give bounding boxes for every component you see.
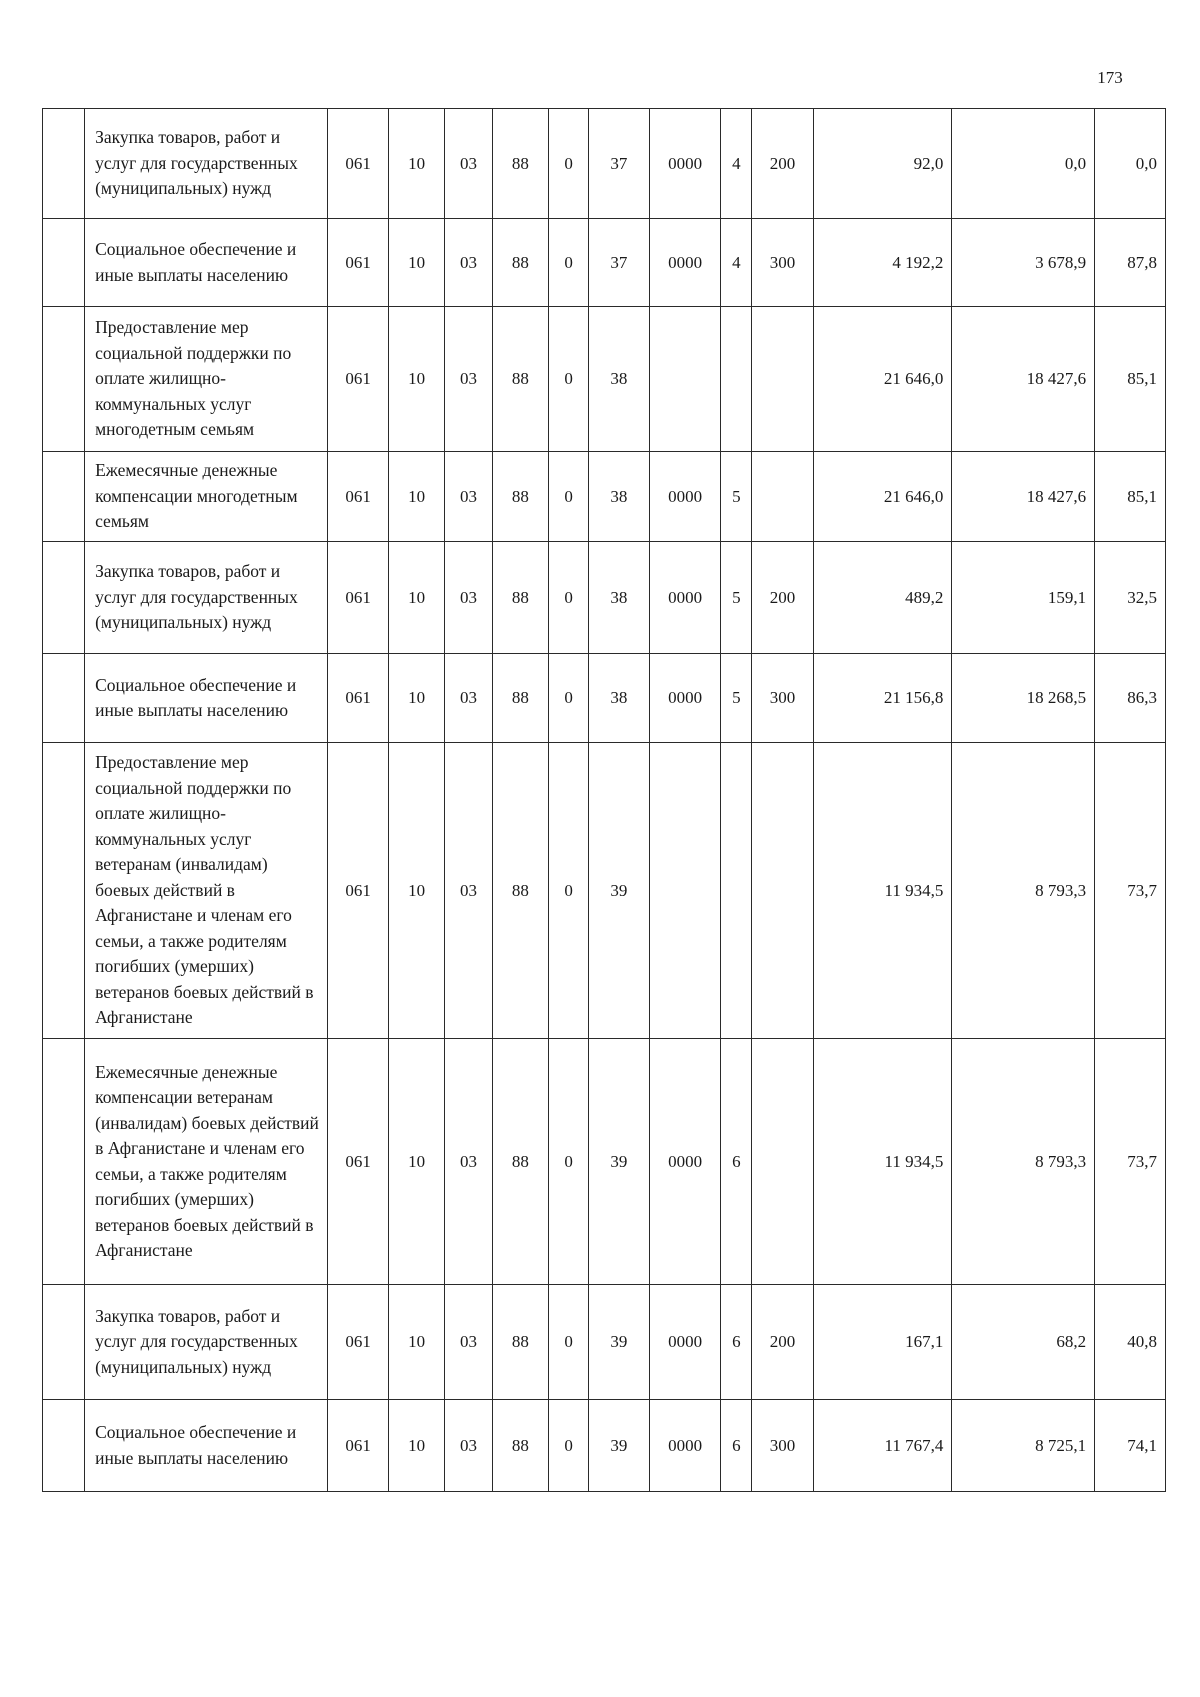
item-name: Социальное обеспечение и иные выплаты населению (85, 1400, 328, 1492)
item-name: Предоставление мер социальной поддержки по оплате жилищно-коммунальных услуг ветеранам (инвалидам) боевых действий в Афганистане и членам его семьи, а также родителям погибших (умерших) ветеранов боевых действий в Афганистане (85, 743, 328, 1039)
code-expense-type: 300 (752, 219, 814, 307)
code-activity: 38 (589, 654, 650, 743)
code-activity: 38 (589, 452, 650, 542)
code-subprogram: 0 (549, 542, 589, 654)
plan-amount: 21 646,0 (813, 307, 952, 452)
code-subprogram: 0 (549, 307, 589, 452)
code-subsection: 03 (445, 743, 492, 1039)
code-subsection: 03 (445, 1039, 492, 1285)
code-direction: 0000 (649, 654, 721, 743)
code-expense-type (752, 452, 814, 542)
execution-percent: 85,1 (1095, 307, 1166, 452)
code-direction (649, 743, 721, 1039)
code-expense-type (752, 307, 814, 452)
table-row (43, 1039, 1166, 1285)
plan-amount: 167,1 (813, 1285, 952, 1400)
code-admin: 061 (328, 654, 389, 743)
code-subsection: 03 (445, 219, 492, 307)
code-section: 10 (388, 452, 444, 542)
code-subsection: 03 (445, 1285, 492, 1400)
execution-percent: 32,5 (1095, 542, 1166, 654)
code-program: 88 (492, 219, 548, 307)
code-activity: 39 (589, 743, 650, 1039)
row-number-cell (43, 1400, 85, 1492)
item-name: Социальное обеспечение и иные выплаты населению (85, 219, 328, 307)
code-expense-type: 300 (752, 654, 814, 743)
code-index (721, 743, 752, 1039)
fact-amount: 68,2 (952, 1285, 1095, 1400)
row-number-cell (43, 1285, 85, 1400)
code-admin: 061 (328, 219, 389, 307)
code-subprogram: 0 (549, 452, 589, 542)
code-index: 5 (721, 452, 752, 542)
code-index: 5 (721, 654, 752, 743)
code-section: 10 (388, 307, 444, 452)
item-name: Социальное обеспечение и иные выплаты населению (85, 654, 328, 743)
item-name: Ежемесячные денежные компенсации многодетным семьям (85, 452, 328, 542)
code-direction (649, 307, 721, 452)
code-subprogram: 0 (549, 1039, 589, 1285)
code-expense-type: 300 (752, 1400, 814, 1492)
execution-percent: 0,0 (1095, 109, 1166, 219)
execution-percent: 40,8 (1095, 1285, 1166, 1400)
code-subprogram: 0 (549, 654, 589, 743)
code-direction: 0000 (649, 1285, 721, 1400)
code-direction: 0000 (649, 452, 721, 542)
plan-amount: 11 767,4 (813, 1400, 952, 1492)
plan-amount: 21 646,0 (813, 452, 952, 542)
code-admin: 061 (328, 542, 389, 654)
code-subprogram: 0 (549, 1285, 589, 1400)
code-activity: 37 (589, 109, 650, 219)
code-index (721, 307, 752, 452)
code-section: 10 (388, 654, 444, 743)
table-row (43, 219, 1166, 307)
code-index: 5 (721, 542, 752, 654)
code-subsection: 03 (445, 1400, 492, 1492)
code-index: 4 (721, 219, 752, 307)
table-row (43, 307, 1166, 452)
plan-amount: 489,2 (813, 542, 952, 654)
fact-amount: 8 793,3 (952, 1039, 1095, 1285)
code-subprogram: 0 (549, 109, 589, 219)
table-row (43, 1285, 1166, 1400)
code-program: 88 (492, 1285, 548, 1400)
code-program: 88 (492, 307, 548, 452)
budget-table (42, 108, 1166, 1492)
code-direction: 0000 (649, 542, 721, 654)
code-program: 88 (492, 743, 548, 1039)
code-admin: 061 (328, 307, 389, 452)
budget-table-body (43, 109, 1166, 1492)
plan-amount: 21 156,8 (813, 654, 952, 743)
row-number-cell (43, 219, 85, 307)
code-admin: 061 (328, 743, 389, 1039)
fact-amount: 8 793,3 (952, 743, 1095, 1039)
code-activity: 37 (589, 219, 650, 307)
code-program: 88 (492, 109, 548, 219)
code-direction: 0000 (649, 109, 721, 219)
code-admin: 061 (328, 1400, 389, 1492)
item-name: Предоставление мер социальной поддержки по оплате жилищно-коммунальных услуг многодетным семьям (85, 307, 328, 452)
execution-percent: 85,1 (1095, 452, 1166, 542)
page-number: 173 (1097, 68, 1123, 87)
code-section: 10 (388, 1285, 444, 1400)
row-number-cell (43, 654, 85, 743)
code-subprogram: 0 (549, 1400, 589, 1492)
code-section: 10 (388, 542, 444, 654)
item-name: Закупка товаров, работ и услуг для государственных (муниципальных) нужд (85, 1285, 328, 1400)
fact-amount: 159,1 (952, 542, 1095, 654)
row-number-cell (43, 452, 85, 542)
code-index: 6 (721, 1039, 752, 1285)
code-admin: 061 (328, 452, 389, 542)
execution-percent: 86,3 (1095, 654, 1166, 743)
execution-percent: 74,1 (1095, 1400, 1166, 1492)
row-number-cell (43, 1039, 85, 1285)
fact-amount: 3 678,9 (952, 219, 1095, 307)
table-row (43, 452, 1166, 542)
code-admin: 061 (328, 1039, 389, 1285)
code-subprogram: 0 (549, 219, 589, 307)
code-program: 88 (492, 1039, 548, 1285)
code-section: 10 (388, 1400, 444, 1492)
execution-percent: 73,7 (1095, 743, 1166, 1039)
fact-amount: 18 427,6 (952, 307, 1095, 452)
table-row (43, 743, 1166, 1039)
code-expense-type: 200 (752, 109, 814, 219)
code-direction: 0000 (649, 219, 721, 307)
execution-percent: 73,7 (1095, 1039, 1166, 1285)
code-activity: 39 (589, 1400, 650, 1492)
item-name: Закупка товаров, работ и услуг для государственных (муниципальных) нужд (85, 542, 328, 654)
table-row (43, 1400, 1166, 1492)
code-direction: 0000 (649, 1039, 721, 1285)
plan-amount: 4 192,2 (813, 219, 952, 307)
code-subsection: 03 (445, 654, 492, 743)
code-activity: 39 (589, 1285, 650, 1400)
item-name: Ежемесячные денежные компенсации ветеранам (инвалидам) боевых действий в Афганистане и членам его семьи, а также родителям погибших (умерших) ветеранов боевых действий в Афганистане (85, 1039, 328, 1285)
code-index: 4 (721, 109, 752, 219)
fact-amount: 18 268,5 (952, 654, 1095, 743)
code-activity: 39 (589, 1039, 650, 1285)
code-admin: 061 (328, 1285, 389, 1400)
code-subsection: 03 (445, 109, 492, 219)
code-subsection: 03 (445, 542, 492, 654)
row-number-cell (43, 743, 85, 1039)
code-subsection: 03 (445, 452, 492, 542)
row-number-cell (43, 109, 85, 219)
row-number-cell (43, 307, 85, 452)
code-section: 10 (388, 743, 444, 1039)
code-index: 6 (721, 1285, 752, 1400)
fact-amount: 18 427,6 (952, 452, 1095, 542)
code-section: 10 (388, 219, 444, 307)
plan-amount: 92,0 (813, 109, 952, 219)
code-program: 88 (492, 452, 548, 542)
code-section: 10 (388, 1039, 444, 1285)
code-subsection: 03 (445, 307, 492, 452)
code-program: 88 (492, 1400, 548, 1492)
code-program: 88 (492, 542, 548, 654)
execution-percent: 87,8 (1095, 219, 1166, 307)
code-direction: 0000 (649, 1400, 721, 1492)
plan-amount: 11 934,5 (813, 743, 952, 1039)
table-row (43, 654, 1166, 743)
code-admin: 061 (328, 109, 389, 219)
fact-amount: 0,0 (952, 109, 1095, 219)
code-expense-type (752, 743, 814, 1039)
code-activity: 38 (589, 542, 650, 654)
code-activity: 38 (589, 307, 650, 452)
plan-amount: 11 934,5 (813, 1039, 952, 1285)
code-section: 10 (388, 109, 444, 219)
code-expense-type (752, 1039, 814, 1285)
fact-amount: 8 725,1 (952, 1400, 1095, 1492)
code-program: 88 (492, 654, 548, 743)
row-number-cell (43, 542, 85, 654)
item-name: Закупка товаров, работ и услуг для государственных (муниципальных) нужд (85, 109, 328, 219)
code-expense-type: 200 (752, 1285, 814, 1400)
code-subprogram: 0 (549, 743, 589, 1039)
table-row (43, 542, 1166, 654)
code-index: 6 (721, 1400, 752, 1492)
table-row (43, 109, 1166, 219)
code-expense-type: 200 (752, 542, 814, 654)
